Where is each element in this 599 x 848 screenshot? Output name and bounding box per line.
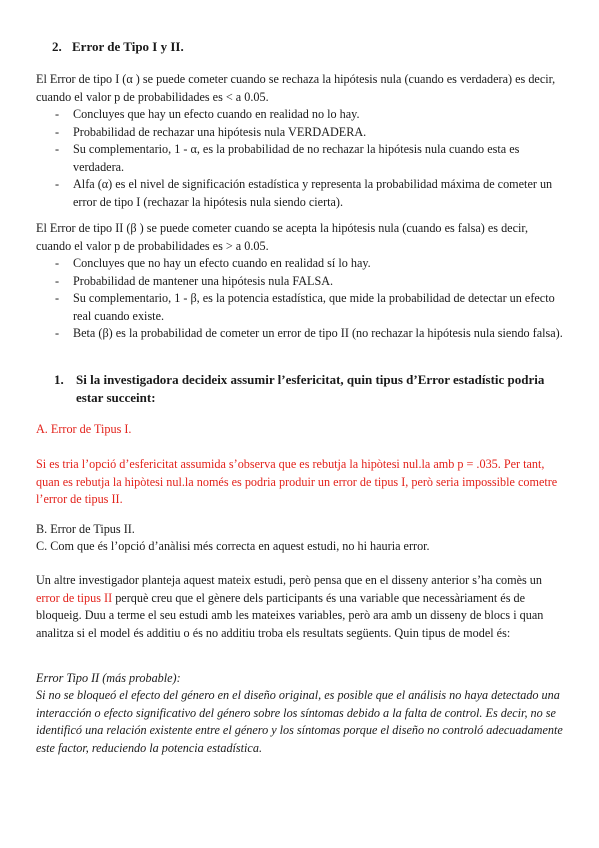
list-item: - Beta (β) es la probabilidad de cometer un error de tipo II (no rechazar la hipótesis nula siendo falsa). [36,325,564,343]
scenario-text-end: perquè creu que el gènere dels participants és una variable que necessàriament és de bloqueig. Duu a terme el seu estudi amb les mateixes variables, però ara amb un disseny de blocs i quan analitza si el model és additiu o és no additiu troba els resultats següents. Quin tipus de model és: [36,590,544,640]
answer-a: A. Error de Tipus I. [36,422,132,436]
type2-list [36,255,564,343]
type2-intro: El Error de tipo II (β ) se puede cometer cuando se acepta la hipótesis nula (cuando es falsa) es decir, cuando el valor p de probabilidades es > a 0.05. [36,221,528,253]
type1-intro: El Error de tipo I (α ) se puede cometer cuando se rechaza la hipótesis nula (cuando es verdadera) es decir, cuando el valor p de probabilidades es < a 0.05. [36,72,556,104]
list-item: - Concluyes que no hay un efecto cuando en realidad sí lo hay. [36,255,564,273]
type1-list [36,106,564,212]
section-title: Error de Tipo I y II. [72,39,184,54]
answer2-title: Error Tipo II (más probable): [36,671,181,685]
list-item: - Concluyes que hay un efecto cuando en realidad no lo hay. [36,106,564,124]
list-item: - Su complementario, 1 - β, es la potencia estadística, que mide la probabilidad de detectar un efecto real cuando existe. [36,290,564,325]
question-number: 1. [54,372,64,387]
list-item: - Su complementario, 1 - α, es la probabilidad de no rechazar la hipótesis nula cuando esta es verdadera. [36,141,564,176]
answer-b: B. Error de Tipus II. [36,522,135,536]
scenario-highlight: error de tipus II [36,590,113,605]
scenario-text-start: Un altre investigador planteja aquest mateix estudi, però pensa que en el disseny anterior s’ha comès un [36,573,542,587]
answer2-body: Si no se bloqueó el efecto del género en el diseño original, es posible que el análisis no haya detectado una interacción o efecto significativo del género sobre los síntomas debido a la falta de control. Es decir, no se identificó una relación existente entre el género y los síntomas porque el diseño no controló adecuadamente este factor, reduciendo la potencia estadística. [36,688,563,755]
list-item: - Probabilidad de rechazar una hipótesis nula VERDADERA. [36,124,564,142]
section-number: 2. [52,39,62,54]
answer-explanation: Si es tria l’opció d’esfericitat assumida s’observa que es rebutja la hipòtesi nul.la amb p = .035. Per tant, quan es rebutja la hipòtesi nul.la només es podria produir un error de tipus I, però seria impossible cometre l’error de tipus II. [36,457,558,507]
list-item: - Probabilidad de mantener una hipótesis nula FALSA. [36,273,564,291]
section-heading [52,38,184,56]
list-item: - Alfa (α) es el nivel de significación estadística y representa la probabilidad máxima de cometer un error de tipo I (rechazar la hipótesis nula siendo cierta). [36,176,564,211]
question-text: Si la investigadora decideix assumir l’esfericitat, quin tipus d’Error estadístic podria estar succeint: [76,372,545,405]
answer-c: C. Com que és l’opció d’anàlisi més correcta en aquest estudi, no hi hauria error. [36,539,430,553]
scenario-paragraph [36,572,564,642]
